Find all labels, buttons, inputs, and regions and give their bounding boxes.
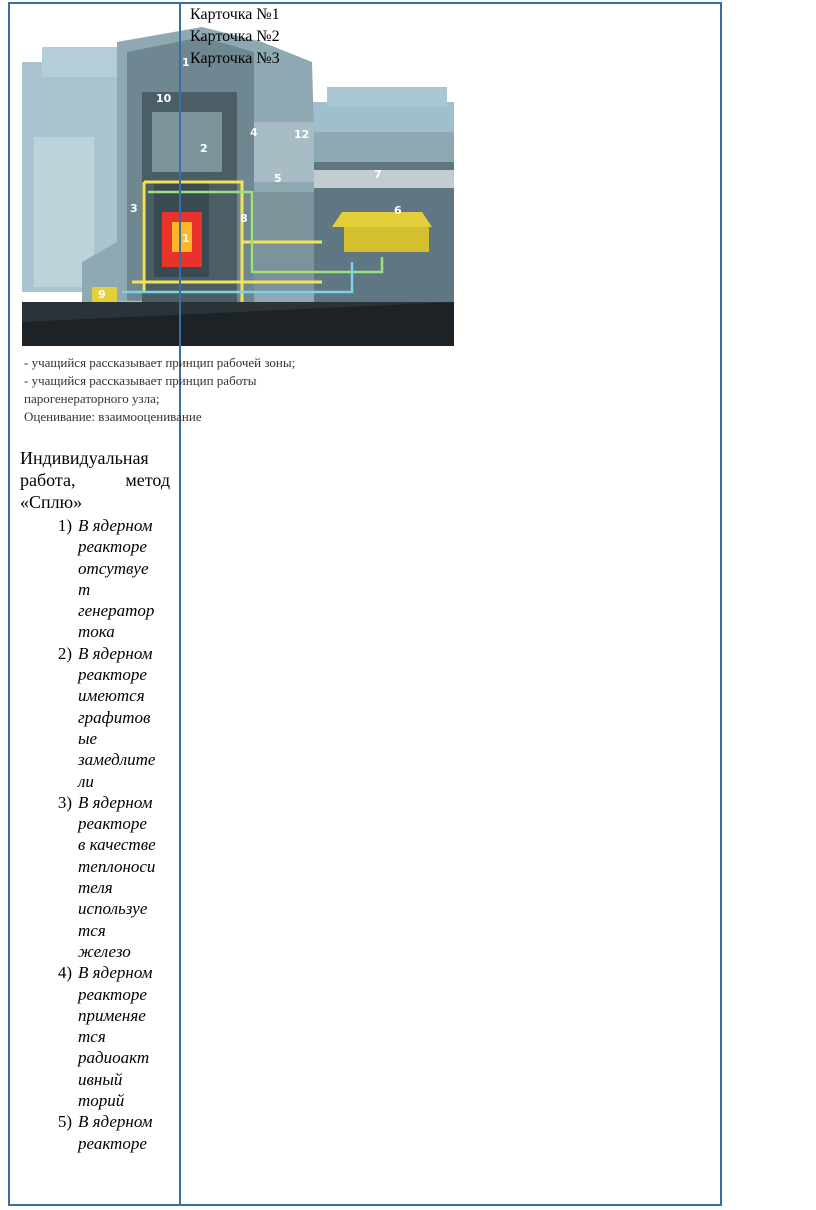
task-title-line: «Сплю»: [20, 492, 83, 512]
card-3-label: Карточка №3: [190, 50, 280, 67]
task-title-line: [20, 469, 170, 491]
list-item: [20, 1111, 172, 1154]
task-title-line: Индивидуальная: [20, 448, 149, 468]
svg-text:4: 4: [250, 126, 258, 139]
list-item: [20, 962, 172, 1111]
card-list: [190, 4, 280, 70]
caption-line: Оценивание: взаимооценивание: [24, 409, 202, 424]
svg-text:8: 8: [240, 212, 248, 225]
item-number: 1): [57, 516, 72, 535]
card-2-label: Карточка №2: [190, 28, 280, 45]
caption-line: - учащийся рассказывает принцип работы: [24, 373, 257, 388]
list-item: [20, 643, 172, 792]
item-text: В ядерном реакторе отсутвуе т генератор тока: [78, 516, 155, 642]
svg-text:2: 2: [200, 142, 208, 155]
task-title-word: работа,: [20, 470, 76, 490]
caption-line: парогенераторного узла;: [24, 391, 160, 406]
item-number: 3): [57, 792, 72, 812]
svg-text:7: 7: [374, 168, 382, 181]
list-item: [20, 792, 172, 962]
item-number: 5): [57, 1112, 72, 1132]
svg-text:3: 3: [130, 202, 138, 215]
item-text: В ядерном реакторе: [78, 1112, 153, 1153]
svg-text:1: 1: [182, 56, 190, 69]
caption-line: - учащийся рассказывает принцип рабочей зоны;: [24, 355, 296, 370]
svg-text:12: 12: [294, 128, 310, 141]
item-number: 2): [57, 643, 72, 663]
statement-list: [20, 515, 172, 1154]
svg-text:6: 6: [394, 204, 402, 217]
svg-text:9: 9: [98, 288, 106, 301]
svg-text:1: 1: [182, 232, 190, 245]
item-text: В ядерном реакторе имеются графитов ые замедлите ли: [78, 643, 156, 791]
list-item: [20, 515, 172, 643]
item-text: В ядерном реакторе применяе тся радиоакт ивный торий: [78, 963, 153, 1111]
item-number: 4): [57, 963, 72, 983]
task-title-word: метод: [125, 470, 170, 490]
svg-text:10: 10: [156, 92, 172, 105]
svg-text:5: 5: [274, 172, 282, 185]
card-1-label: Карточка №1: [190, 6, 280, 23]
figure-caption: [24, 354, 354, 426]
column-divider: [179, 2, 181, 1206]
item-text: В ядерном реакторе в качестве теплоноси теля используе тся железо: [78, 792, 156, 961]
task-heading: [20, 447, 170, 513]
